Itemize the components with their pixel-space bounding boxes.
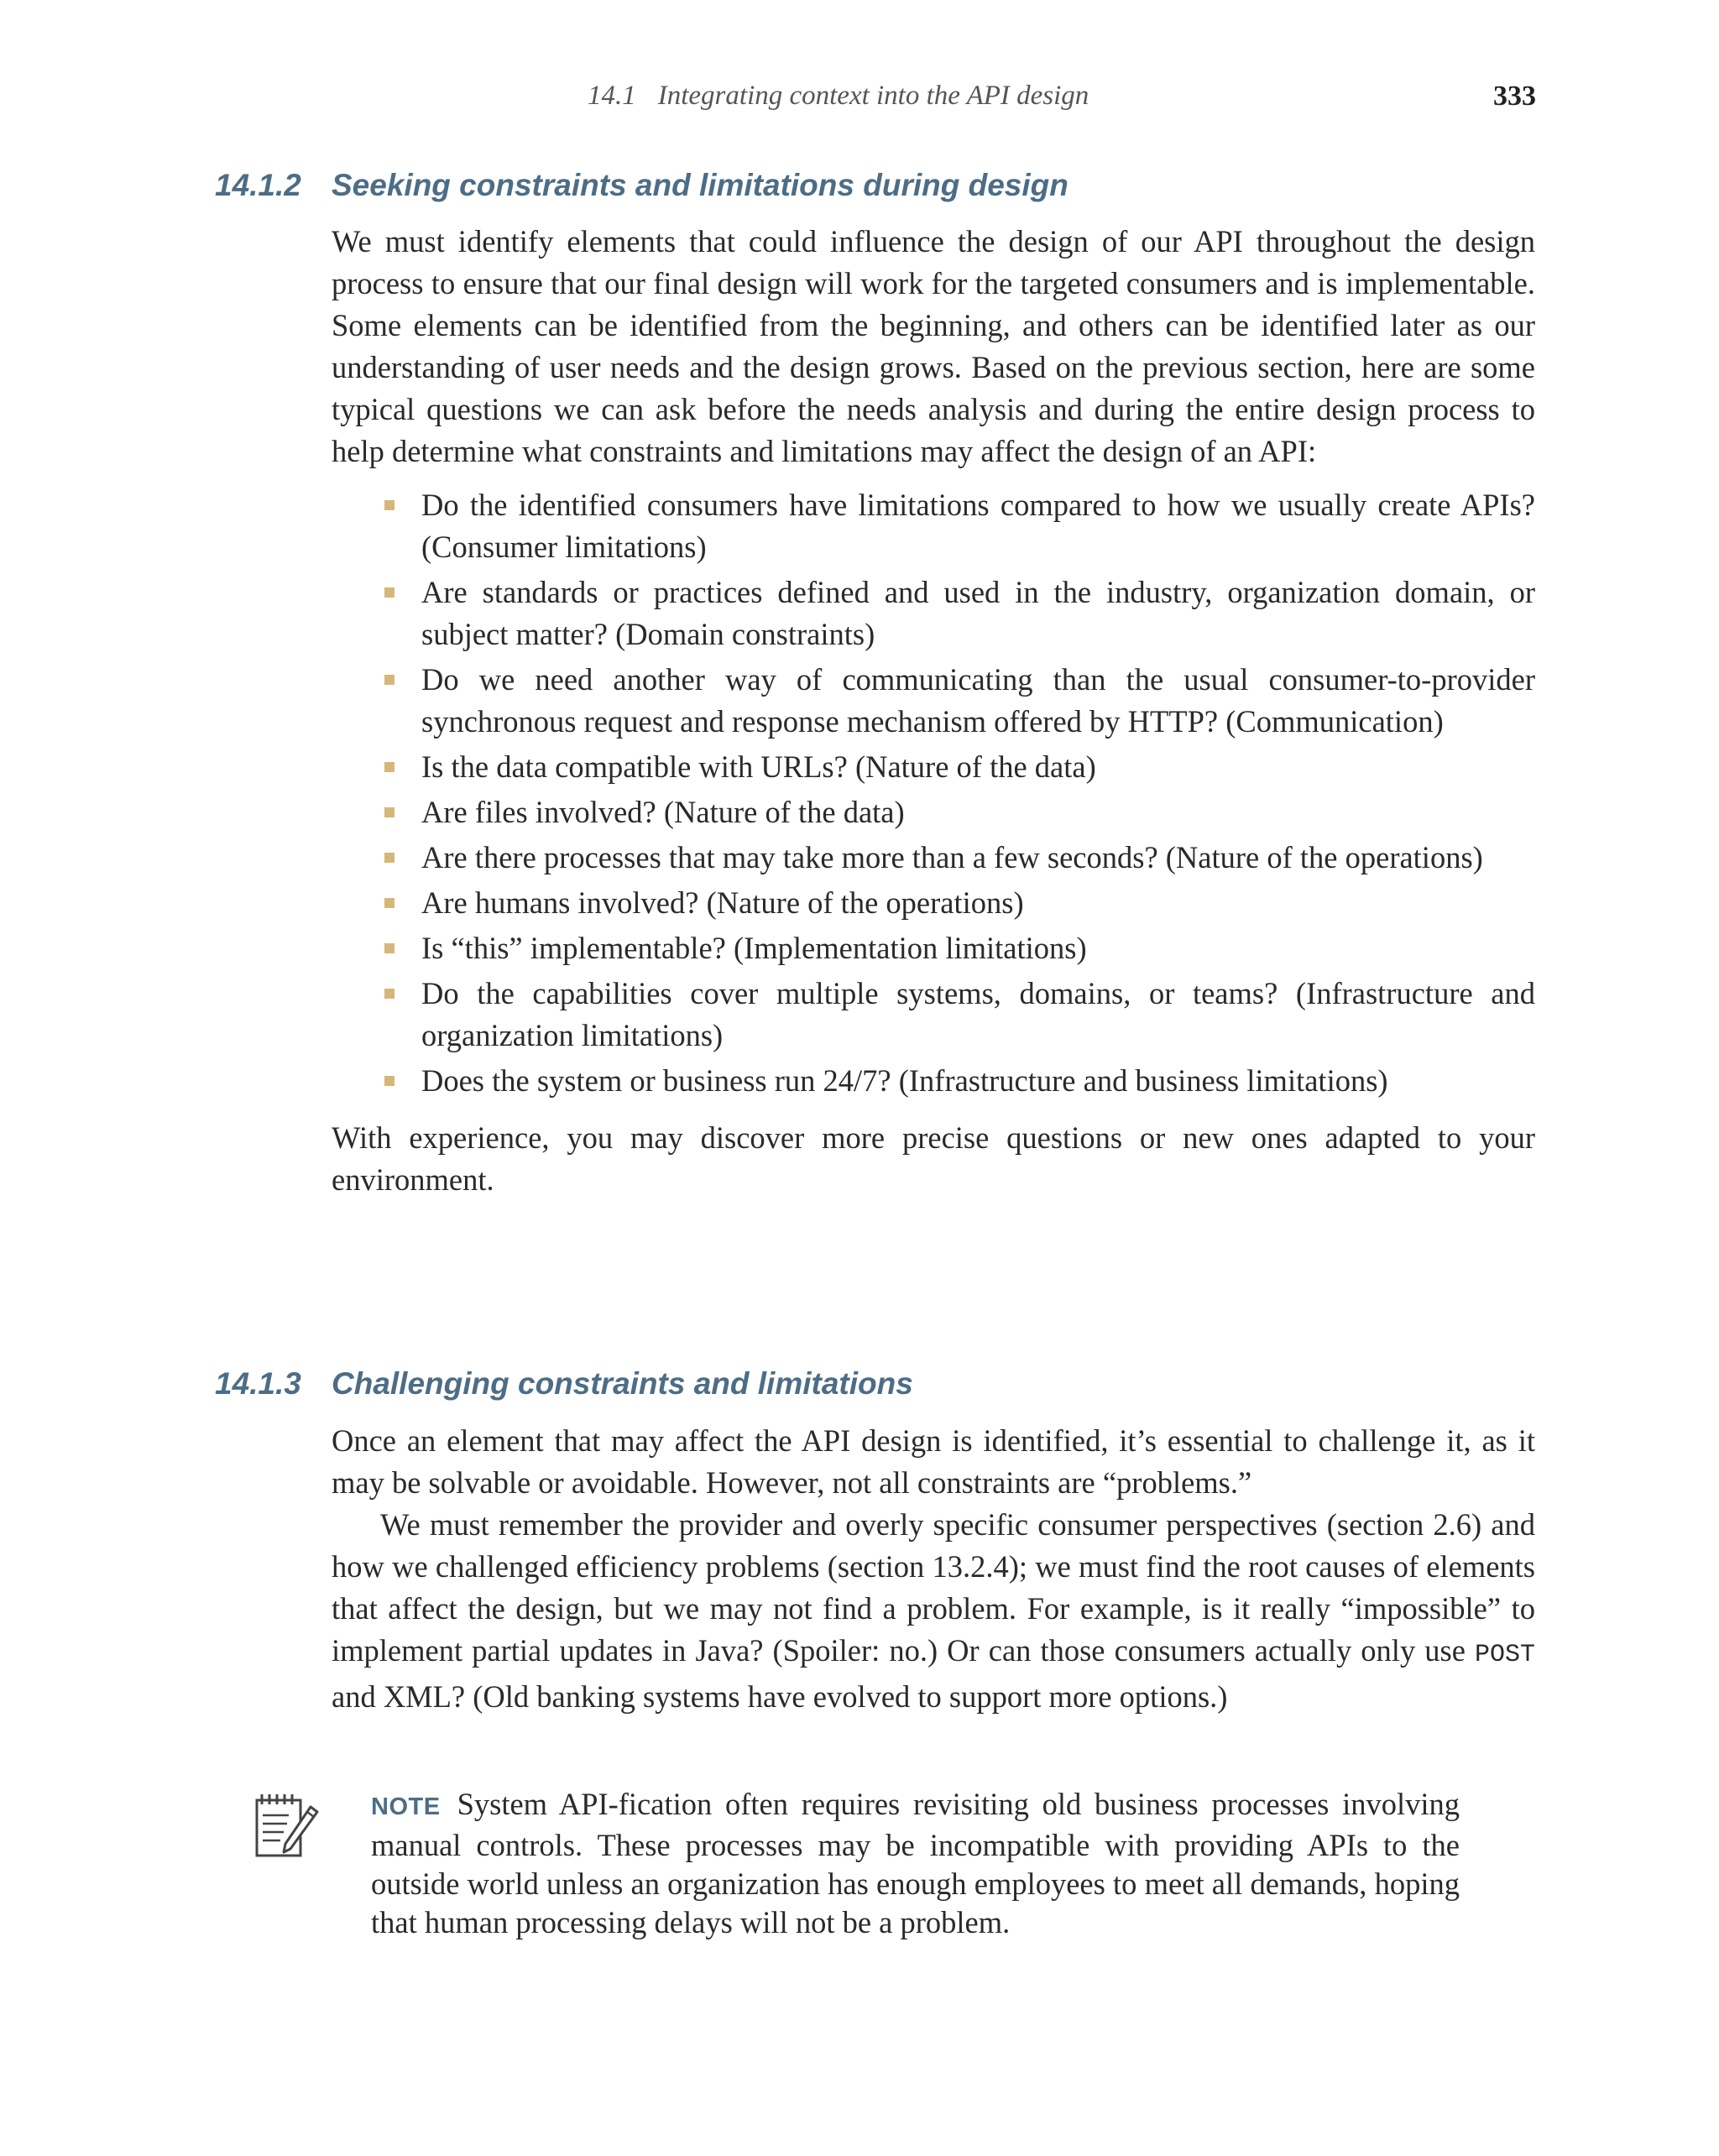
inline-code: POST xyxy=(1474,1641,1535,1669)
section-title: Seeking constraints and limitations during design xyxy=(332,168,1068,202)
list-item-text: Is “this” implementable? (Implementation limitations) xyxy=(421,931,1087,965)
list-item xyxy=(332,837,1535,879)
list-item xyxy=(332,659,1535,743)
page-number: 333 xyxy=(1493,81,1536,112)
section-body-14-1-3 xyxy=(332,1420,1535,1718)
note-body: System API-fication often requires revisiting old business processes involving manual controls. These processes may be incompatible with providing APIs to the outside world unless an organization has enough employees to meet all demands, hoping that human processing delays will not be a problem. xyxy=(371,1787,1460,1939)
list-item-text: Do the capabilities cover multiple systems, domains, or teams? (Infrastructure and organization limitations) xyxy=(421,976,1535,1052)
bullet-marker xyxy=(384,1076,394,1086)
list-item xyxy=(332,927,1535,969)
list-item xyxy=(332,1060,1535,1102)
section-body-14-1-2 xyxy=(332,221,1535,1201)
list-item-text: Is the data compatible with URLs? (Nature of the data) xyxy=(421,749,1096,784)
body-paragraph xyxy=(332,1504,1535,1718)
section-title: Challenging constraints and limitations xyxy=(332,1366,913,1401)
list-item-text: Are files involved? (Nature of the data) xyxy=(421,795,905,829)
list-item xyxy=(332,791,1535,833)
question-list xyxy=(332,484,1535,1102)
bullet-marker xyxy=(384,807,394,817)
running-header xyxy=(588,81,1089,112)
notepad-pencil-icon xyxy=(252,1792,319,1862)
section-heading-14-1-2 xyxy=(215,168,1068,203)
list-item-text: Are humans involved? (Nature of the operations) xyxy=(421,885,1024,920)
section-number: 14.1.3 xyxy=(215,1366,301,1401)
list-item-text: Do we need another way of communicating than the usual consumer-to-provider synchronous request and response mechanism offered by HTTP? (Communication) xyxy=(421,662,1535,739)
note-label: NOTE xyxy=(371,1793,441,1820)
closing-paragraph: With experience, you may discover more precise questions or new ones adapted to your environment. xyxy=(332,1120,1535,1197)
bullet-marker xyxy=(384,675,394,685)
running-header-title: Integrating context into the API design xyxy=(657,81,1089,111)
list-item xyxy=(332,572,1535,655)
list-item xyxy=(332,882,1535,924)
bullet-marker xyxy=(384,500,394,510)
section-heading-14-1-3 xyxy=(215,1366,913,1402)
list-item xyxy=(332,973,1535,1057)
list-item-text: Are standards or practices defined and used in the industry, organization domain, or subject matter? (Domain constraints) xyxy=(421,575,1535,651)
paragraph-text: We must remember the provider and overly specific consumer perspectives (section 2.6) and how we challenged efficiency problems (section 13.2.4); we must find the root causes of elements that affect the design, but we may not find a problem. For example, is it really “impossible” to implement partial updates in Java? (Spoiler: no.) Or can those consumers actually only use xyxy=(332,1507,1535,1668)
list-item-text: Are there processes that may take more than a few seconds? (Nature of the operations) xyxy=(421,840,1483,874)
bullet-marker xyxy=(384,853,394,863)
note-text xyxy=(371,1785,1460,1942)
list-item-text: Do the identified consumers have limitations compared to how we usually create APIs? (Consumer limitations) xyxy=(421,488,1535,564)
bullet-marker xyxy=(384,989,394,999)
bullet-marker xyxy=(384,762,394,772)
list-item xyxy=(332,484,1535,568)
bullet-marker xyxy=(384,943,394,953)
intro-paragraph: We must identify elements that could influence the design of our API throughout the design process to ensure that our final design will work for the targeted consumers and is implementable. Some elements can be identified from the beginning, and others can be identified later as our understanding of user needs and the design grows. Based on the previous section, here are some typical questions we can ask before the needs analysis and during the entire design process to help determine what constraints and limitations may affect the design of an API: xyxy=(332,224,1535,468)
paragraph-text: and XML? (Old banking systems have evolved to support more options.) xyxy=(332,1679,1228,1714)
bullet-marker xyxy=(384,898,394,908)
bullet-marker xyxy=(384,587,394,598)
body-paragraph: Once an element that may affect the API design is identified, it’s essential to challenge it, as it may be solvable or avoidable. However, not all constraints are “problems.” xyxy=(332,1423,1535,1500)
list-item-text: Does the system or business run 24/7? (Infrastructure and business limitations) xyxy=(421,1063,1388,1098)
list-item xyxy=(332,746,1535,788)
section-number: 14.1.2 xyxy=(215,168,301,202)
running-header-section: 14.1 xyxy=(588,81,636,111)
